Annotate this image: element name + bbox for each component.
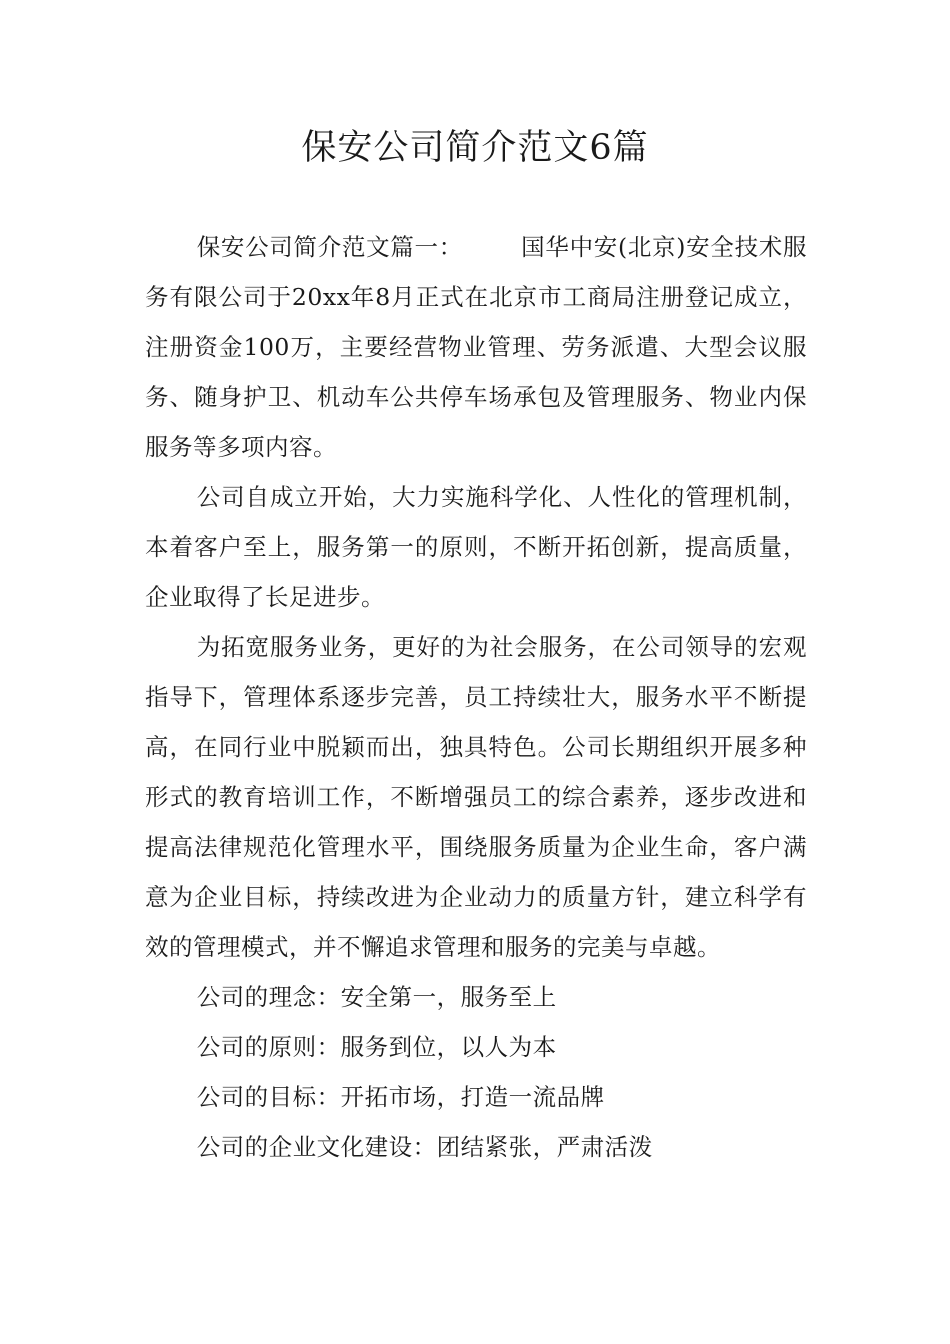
body-paragraph-1: 公司自成立开始，大力实施科学化、人性化的管理机制，本着客户至上，服务第一的原则，不断开拓创新，提高质量，企业取得了长足进步。: [145, 483, 807, 611]
intro-text: 国华中安(北京)安全技术服务有限公司于20xx年8月正式在北京市工商局注册登记成立，注册资金100万，主要经营物业管理、劳务派遣、大型会议服务、随身护卫、机动车公共停车场承包及管理服务、物业内保服务等多项内容。: [145, 233, 807, 461]
intro-lead: 保安公司简介范文篇一：: [196, 233, 463, 261]
body-paragraph-2: 为拓宽服务业务，更好的为社会服务，在公司领导的宏观指导下，管理体系逐步完善，员工持续壮大，服务水平不断提高，在同行业中脱颖而出，独具特色。公司长期组织开展多种形式的教育培训工作，不断增强员工的综合素养，逐步改进和提高法律规范化管理水平，围绕服务质量为企业生命，客户满意为企业目标，持续改进为企业动力的质量方针，建立科学有效的管理模式，并不懈追求管理和服务的完美与卓越。: [145, 633, 807, 961]
intro-paragraph: [145, 222, 807, 472]
document-body: [145, 222, 807, 1172]
principle-philosophy: 公司的理念：安全第一，服务至上: [196, 983, 557, 1011]
principle-rule: 公司的原则：服务到位，以人为本: [196, 1033, 557, 1061]
principle-culture: 公司的企业文化建设：团结紧张，严肃活泼: [196, 1133, 653, 1161]
principle-goal: 公司的目标：开拓市场，打造一流品牌: [196, 1083, 605, 1111]
document-title: 保安公司简介范文6篇: [301, 128, 649, 168]
